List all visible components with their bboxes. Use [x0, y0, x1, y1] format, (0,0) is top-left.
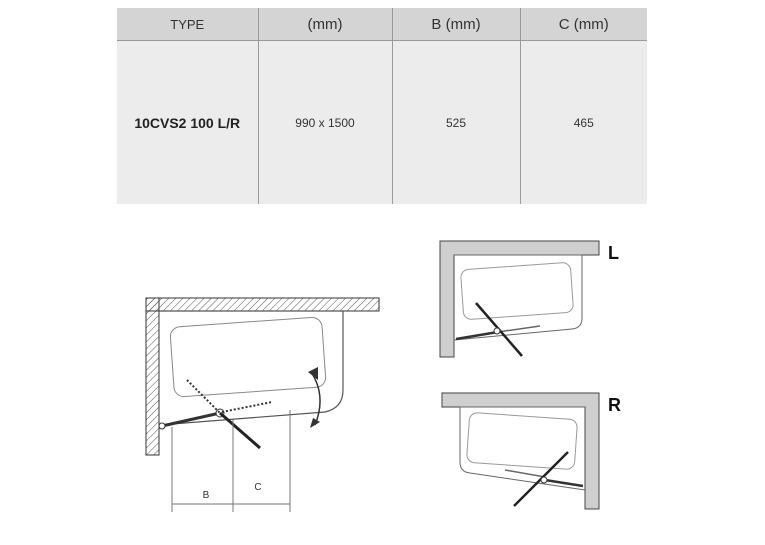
left-variant-label: L: [608, 243, 619, 263]
pivot-left: [159, 423, 165, 429]
header-type: TYPE: [117, 8, 258, 41]
right-variant-basin: [466, 412, 577, 469]
swing-arrow-head-top: [308, 367, 318, 380]
left-variant-pivot: [494, 328, 500, 334]
panel-dotted-flat: [222, 402, 272, 412]
left-variant-diagram: [440, 241, 619, 357]
header-c: C (mm): [520, 8, 647, 41]
cell-b: 525: [392, 41, 520, 205]
dim-label-c: C: [254, 482, 262, 493]
header-size: (mm): [258, 8, 392, 41]
left-variant-fixed-panel: [498, 326, 540, 332]
screen-rail: [162, 413, 220, 426]
left-variant-tub: [454, 255, 582, 340]
cell-size: 990 x 1500: [258, 41, 392, 205]
swing-arrow-head-bottom: [310, 418, 320, 428]
right-variant-diagram: [442, 393, 621, 509]
cell-type: 10CVS2 100 L/R: [117, 41, 258, 205]
wall-left: [146, 298, 159, 455]
swing-arrow: [313, 375, 320, 425]
bathtub-outline: [159, 311, 343, 425]
right-variant-fixed-panel: [505, 470, 545, 477]
header-b: B (mm): [392, 8, 520, 41]
left-variant-basin: [460, 262, 573, 320]
wall-top: [146, 298, 379, 311]
right-variant-label: R: [608, 395, 621, 415]
dim-label-b: B: [202, 490, 210, 501]
left-variant-wall: [440, 241, 599, 357]
main-plan-diagram: [146, 298, 379, 512]
cell-c: 465: [520, 41, 647, 205]
right-variant-pivot: [541, 477, 547, 483]
